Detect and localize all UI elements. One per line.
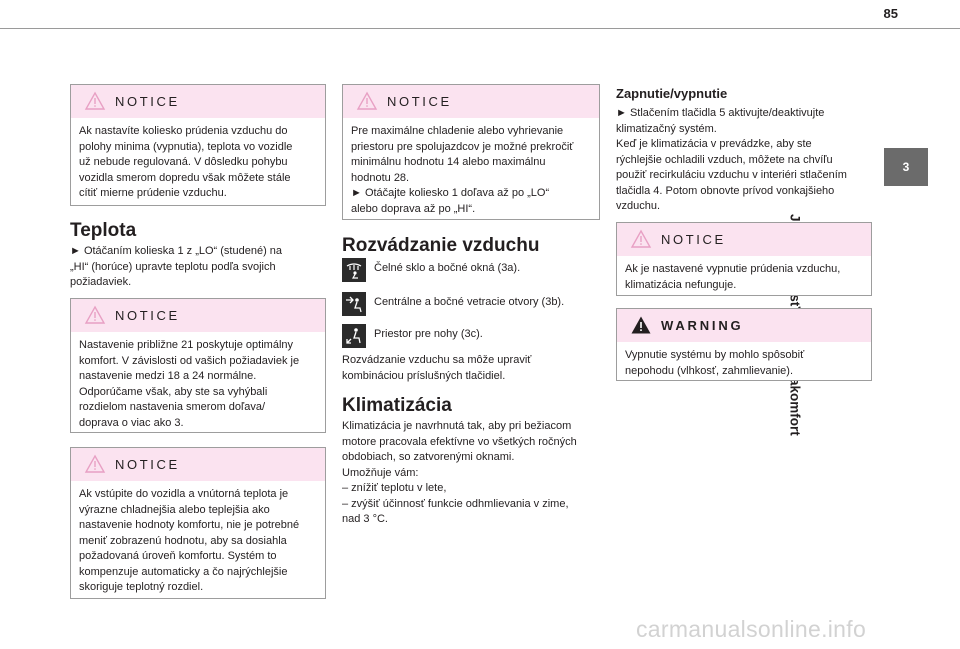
notice-line: skoriguje teplotný rozdiel. (79, 581, 204, 593)
distribution-label: Centrálne a bočné vetracie otvory (3b). (374, 296, 565, 308)
notice-line: Ak vstúpite do vozidla a vnútorná teplota je (79, 488, 289, 500)
text-line: rýchlejšie ochladili vzduch, môžete na chvíľu (616, 153, 833, 166)
text-line: požiadaviek. (70, 276, 132, 288)
notice-label: NOTICE (661, 232, 726, 247)
heading-rozvadzanie: Rozvádzanie vzduchu (342, 235, 540, 256)
notice-line: Nastavenie približne 21 poskytuje optimálny (79, 339, 294, 351)
notice-line: Pre maximálne chladenie alebo vyhrievanie (351, 125, 564, 137)
text-line: klimatizačný systém. (616, 122, 717, 135)
notice-body (343, 118, 599, 223)
notice-box-airflow (70, 84, 326, 206)
notice-line: hodnotu 28. (351, 171, 410, 184)
chapter-title (884, 214, 928, 434)
notice-header (617, 223, 871, 256)
notice-triangle-icon (84, 305, 106, 325)
notice-line: klimatizácia nefunguje. (625, 278, 737, 291)
notice-body (71, 481, 325, 602)
notice-line: vozidla smerom dopredu však môžete stále (79, 171, 291, 184)
heading-teplota: Teplota (70, 220, 137, 241)
heading-zapnutie: Zapnutie/vypnutie (616, 86, 728, 101)
warning-box (616, 308, 872, 381)
text-line: tlačidla 4. Potom obnovte prívod vonkajšieho (616, 184, 835, 197)
notice-line: Ak nastavíte koliesko prúdenia vzduchu do (79, 125, 288, 137)
heading-klimatizacia: Klimatizácia (342, 395, 452, 416)
windshield-vent-icon (342, 258, 366, 282)
notice-box-ac-off (616, 222, 872, 296)
warning-label: WARNING (661, 318, 744, 333)
text-line: použiť recirkuláciu vzduchu v interiéri stlačením (616, 169, 847, 181)
notice-line: priestoru pre spolujazdcov je možné prekročiť (351, 140, 574, 153)
klimatizacia-text (342, 419, 604, 528)
text-line: Rozvádzanie vzduchu sa môže upraviť (342, 354, 532, 366)
notice-line: alebo doprava až po „HI“. (351, 202, 476, 215)
notice-triangle-icon (84, 91, 106, 111)
notice-line: minimálnu hodnotu 14 alebo maximálnu (351, 156, 546, 168)
zapnutie-text (616, 106, 876, 215)
chapter-tab[interactable] (884, 148, 928, 186)
text-line: Keď je klimatizácia v prevádzke, aby ste (616, 138, 812, 150)
notice-label: NOTICE (115, 457, 180, 472)
notice-line: rozdielom nastavenia smerom doľava/ (79, 401, 266, 413)
notice-line: Odporúčame však, aby ste sa vyhýbali (79, 385, 268, 398)
notice-header (71, 448, 325, 481)
notice-line: výrazne chladnejšia alebo teplejšia ako (79, 503, 270, 516)
notice-header (343, 85, 599, 118)
notice-line: doprava o viac ako 3. (79, 416, 184, 429)
teplota-text (70, 244, 326, 291)
notice-line: nastavenie medzi 18 a 24 normálne. (79, 370, 257, 382)
distribution-label: Čelné sklo a bočné okná (3a). (374, 262, 521, 274)
warning-line: nepohodu (vlhkosť, zahmlievanie). (625, 364, 793, 377)
notice-box-comfort (70, 447, 326, 599)
chapter-number: 3 (902, 160, 910, 174)
notice-line: meniť zobrazenú hodnotu, aby sa dosiahla (79, 534, 287, 547)
text-line: kombináciou príslušných tlačidiel. (342, 369, 506, 382)
feet-vent-icon (342, 324, 366, 348)
text-line: Klimatizácia je navrhnutá tak, aby pri bežiacom (342, 420, 572, 432)
warning-triangle-icon (630, 315, 652, 335)
notice-box-limits (342, 84, 600, 220)
notice-line: polohy minima (vypnutia), teplota vo vozidle (79, 140, 293, 153)
notice-header (71, 299, 325, 332)
notice-line: požadovaná úroveň komfortu. Systém to (79, 550, 277, 562)
text-line: – zvýšiť účinnosť funkcie odhmlievania v zime, (342, 497, 569, 510)
distribution-row-feet (342, 324, 483, 348)
warning-header (617, 309, 871, 342)
distribution-row-windshield (342, 258, 520, 282)
text-line: „HI“ (horúce) upravte teplotu podľa svojich (70, 260, 276, 273)
notice-triangle-icon (84, 454, 106, 474)
distribution-row-face (342, 292, 564, 316)
text-line: ► Stlačením tlačidla 5 aktivujte/deaktivujte (616, 107, 825, 119)
notice-body (71, 332, 325, 437)
notice-triangle-icon (630, 229, 652, 249)
notice-body (617, 256, 871, 299)
notice-label: NOTICE (387, 94, 452, 109)
rozvadzanie-text (342, 353, 600, 384)
top-rule (0, 28, 960, 29)
notice-triangle-icon (356, 91, 378, 111)
warning-body (617, 342, 871, 385)
notice-box-setting (70, 298, 326, 433)
notice-line: nastavenie hodnoty komfortu, nie je potrebné (79, 519, 300, 531)
notice-line: už nebude regulovaná. V dôsledku pohybu (79, 156, 288, 168)
notice-line: Ak je nastavené vypnutie prúdenia vzduchu, (625, 263, 841, 275)
notice-header (71, 85, 325, 118)
text-line: nad 3 °C. (342, 513, 388, 525)
warning-line: Vypnutie systému by mohlo spôsobiť (625, 349, 805, 361)
text-line: – znížiť teplotu v lete, (342, 482, 447, 494)
notice-line: ► Otáčajte koliesko 1 doľava až po „LO“ (351, 187, 550, 199)
watermark: carmanualsonline.info (636, 616, 867, 642)
page-number: 85 (883, 6, 898, 21)
text-line: motore pracovala efektívne vo všetkých ročných (342, 435, 577, 448)
notice-label: NOTICE (115, 308, 180, 323)
face-vent-icon (342, 292, 366, 316)
text-line: vzduchu. (616, 200, 661, 212)
notice-line: kompenzuje automaticky a čo najrýchlejšie (79, 565, 288, 578)
text-line: Umožňuje vám: (342, 466, 419, 479)
notice-body (71, 118, 325, 208)
text-line: obdobiach, so zatvorenými oknami. (342, 451, 515, 463)
notice-line: komfort. V závislosti od vašich požiadaviek je (79, 354, 300, 367)
distribution-label: Priestor pre nohy (3c). (374, 328, 483, 340)
notice-label: NOTICE (115, 94, 180, 109)
text-line: ► Otáčaním kolieska 1 z „LO“ (studené) na (70, 245, 283, 257)
notice-line: cítiť mierne prúdenie vzduchu. (79, 187, 227, 199)
